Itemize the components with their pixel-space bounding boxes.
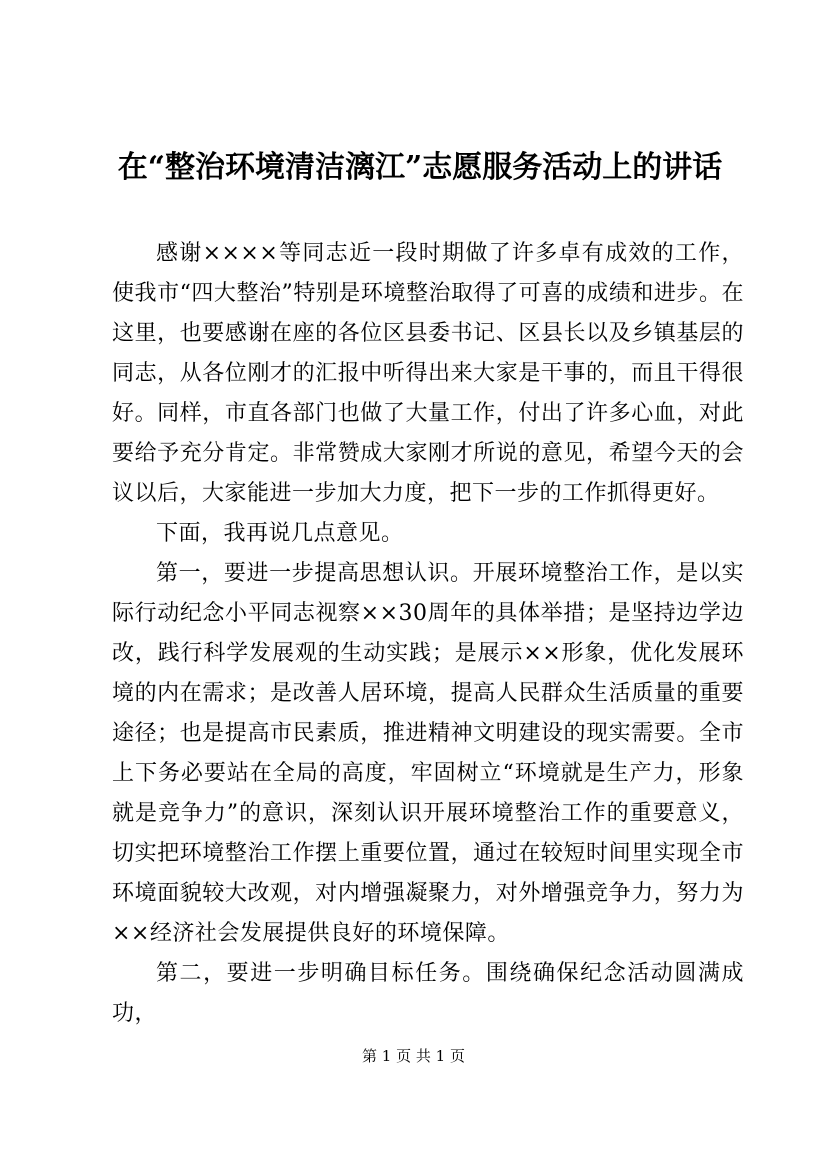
page-number-footer: 第 1 页 共 1 页 (362, 1047, 465, 1065)
document-body (112, 234, 744, 1034)
paragraph-intro: 下面，我再说几点意见。 (156, 521, 404, 546)
document-title: 在“整治环境清洁漓江”志愿服务活动上的讲话 (117, 150, 723, 185)
paragraph-thanks: 感谢××××等同志近一段时期做了许多卓有成效的工作，使我市“四大整治”特别是环境整治取得了可喜的成绩和进步。在这里，也要感谢在座的各位区县委书记、区县长以及乡镇基层的同志，从各位刚才的汇报中听得出来大家是干事的，而且干得很好。同样，市直各部门也做了大量工作，付出了许多心血，对此要给予充分肯定。非常赞成大家刚才所说的意见，希望今天的会议以后，大家能进一步加大力度，把下一步的工作抓得更好。 (112, 241, 744, 506)
paragraph-point-two: 第二，要进一步明确目标任务。围绕确保纪念活动圆满成功， (112, 961, 744, 1026)
paragraph-point-one: 第一，要进一步提高思想认识。开展环境整治工作，是以实际行动纪念小平同志视察××30周年的具体举措；是坚持边学边改，践行科学发展观的生动实践；是展示××形象，优化发展环境的内在需求；是改善人居环境，提高人民群众生活质量的重要途径；也是提高市民素质，推进精神文明建设的现实需要。全市上下务必要站在全局的高度，牢固树立“环境就是生产力，形象就是竞争力”的意识，深刻认识开展环境整治工作的重要意义，切实把环境整治工作摆上重要位置，通过在较短时间里实现全市环境面貌较大改观，对内增强凝聚力，对外增强竞争力，努力为××经济社会发展提供良好的环境保障。 (112, 561, 744, 946)
